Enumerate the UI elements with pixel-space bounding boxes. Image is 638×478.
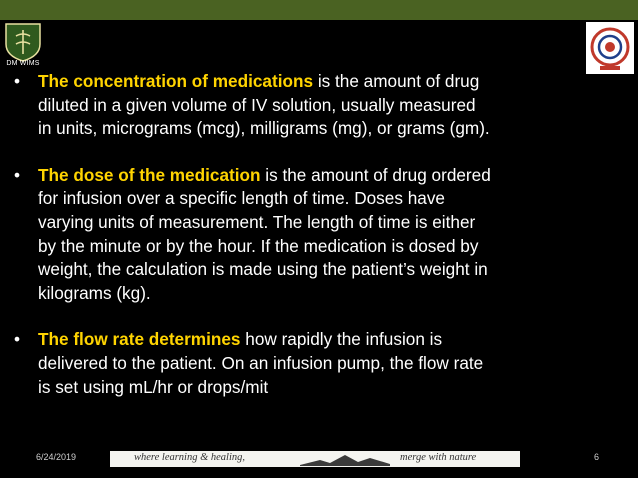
bullet-marker: • xyxy=(14,329,21,350)
bullet-marker: • xyxy=(14,71,21,91)
page-number: 6 xyxy=(594,452,600,462)
top-bar xyxy=(0,0,638,20)
bullet-text: is the amount of drug ordered xyxy=(260,164,491,185)
bullet-concentration xyxy=(10,70,600,141)
banner-text-left: where learning & healing, xyxy=(134,452,246,463)
bullet-marker: • xyxy=(14,164,21,185)
bullet-text: diluted in a given volume of IV solution, usually measured xyxy=(38,94,476,115)
slide-content xyxy=(10,70,600,399)
bullet-text: varying units of measurement. The length of time is either xyxy=(38,211,476,232)
bullet-text: is the amount of drug xyxy=(313,71,480,91)
mountain-icon xyxy=(300,452,390,466)
bullet-text: how rapidly the infusion is xyxy=(240,329,443,350)
bullet-text: is set using mL/hr or drops/mit xyxy=(38,376,269,397)
bullet-text: by the minute or by the hour. If the medication is dosed by xyxy=(38,235,479,256)
bullet-text: kilograms (kg). xyxy=(38,282,151,303)
bullet-text: weight, the calculation is made using the patient’s weight in xyxy=(38,259,488,280)
bullet-text: for infusion over a specific length of time. Doses have xyxy=(38,188,445,209)
bullet-flow-rate xyxy=(10,328,600,399)
nabh-logo xyxy=(586,22,634,74)
footer-date: 6/24/2019 xyxy=(36,452,77,462)
bullet-dose xyxy=(10,164,600,306)
bullet-highlight: The dose of the medication xyxy=(38,164,261,185)
bullet-highlight: The concentration of medications xyxy=(38,71,314,91)
bullet-highlight: The flow rate determines xyxy=(38,329,241,350)
bullet-text: delivered to the patient. On an infusion pump, the flow rate xyxy=(38,352,484,373)
footer-banner xyxy=(110,451,520,467)
banner-text-right: merge with nature xyxy=(400,452,477,463)
dmwims-logo-label: DM WIMS xyxy=(6,60,40,67)
bullet-text: in units, micrograms (mcg), milligrams (mg), or grams (gm). xyxy=(38,118,490,139)
